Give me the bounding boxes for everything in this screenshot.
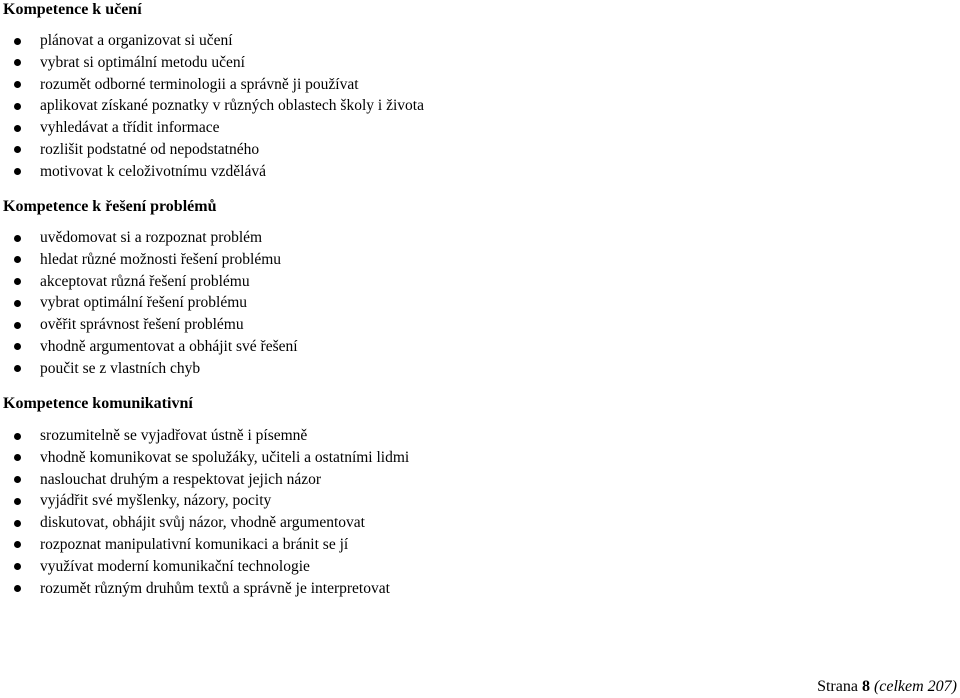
bullet-icon xyxy=(14,235,21,242)
bullet-icon xyxy=(14,38,21,45)
page-number: 8 xyxy=(861,678,870,695)
bullet-icon xyxy=(14,343,21,350)
bullet-icon xyxy=(14,498,21,505)
bullet-icon xyxy=(14,322,21,329)
bullet-icon xyxy=(14,81,21,88)
document-page: Kompetence k učení plánovat a organizovat si učení vybrat si optimální metodu učení rozumět odborné terminologii a správně ji používat aplikovat získané poznatky v různých oblastech školy i života vyhledávat a třídit informace rozlišit podstatné od nepodstatného motivovat k celoživotnímu vzdělává Kompetence k řešení problémů uvědomovat si a rozpoznat problém hledat různé možnosti řešení problému akceptovat různá řešení problému vybrat optimální řešení problému ověřit správnost řešení problému vhodně argumentovat a obhájit své řešení poučit se z vlastních chyb Kompetence komunikativní srozumitelně se vyjadřovat ústně i písemně vhodně komunikovat se spolužáky, učiteli a ostatními lidmi naslouchat druhým a respektovat jejich názor vyjádřit své myšlenky, názory, pocity diskutovat, obhájit svůj názor, vhodně argumentovat rozpoznat manipulativní komunikaci a bránit se jí využívat moderní komunikační technologie rozumět různým druhům textů a správně je interpretovat Strana 8 (celkem 207) xyxy=(3,1,957,695)
bullet-icon xyxy=(14,146,21,153)
bullet-icon xyxy=(14,520,21,527)
bullet-icon xyxy=(14,59,21,66)
section-heading-problem-solving: Kompetence k řešení problémů xyxy=(3,198,217,215)
bullet-icon xyxy=(14,125,21,132)
page-total: (celkem 207) xyxy=(873,678,957,695)
section-heading-learning: Kompetence k učení xyxy=(3,1,142,18)
bullet-icon xyxy=(14,433,21,440)
bullet-icon xyxy=(14,585,21,592)
bullet-icon xyxy=(14,454,21,461)
footer-label: Strana xyxy=(817,678,858,695)
bullet-icon xyxy=(14,563,21,570)
bullet-icon xyxy=(14,365,21,372)
bullet-icon xyxy=(14,300,21,307)
bullet-icon xyxy=(14,103,21,110)
section-heading-communication: Kompetence komunikativní xyxy=(3,395,193,412)
page-footer xyxy=(817,677,957,697)
bullet-icon xyxy=(14,476,21,483)
bullet-icon xyxy=(14,168,21,175)
bullet-icon xyxy=(14,541,21,548)
bullet-icon xyxy=(14,256,21,263)
bullet-icon xyxy=(14,278,21,285)
